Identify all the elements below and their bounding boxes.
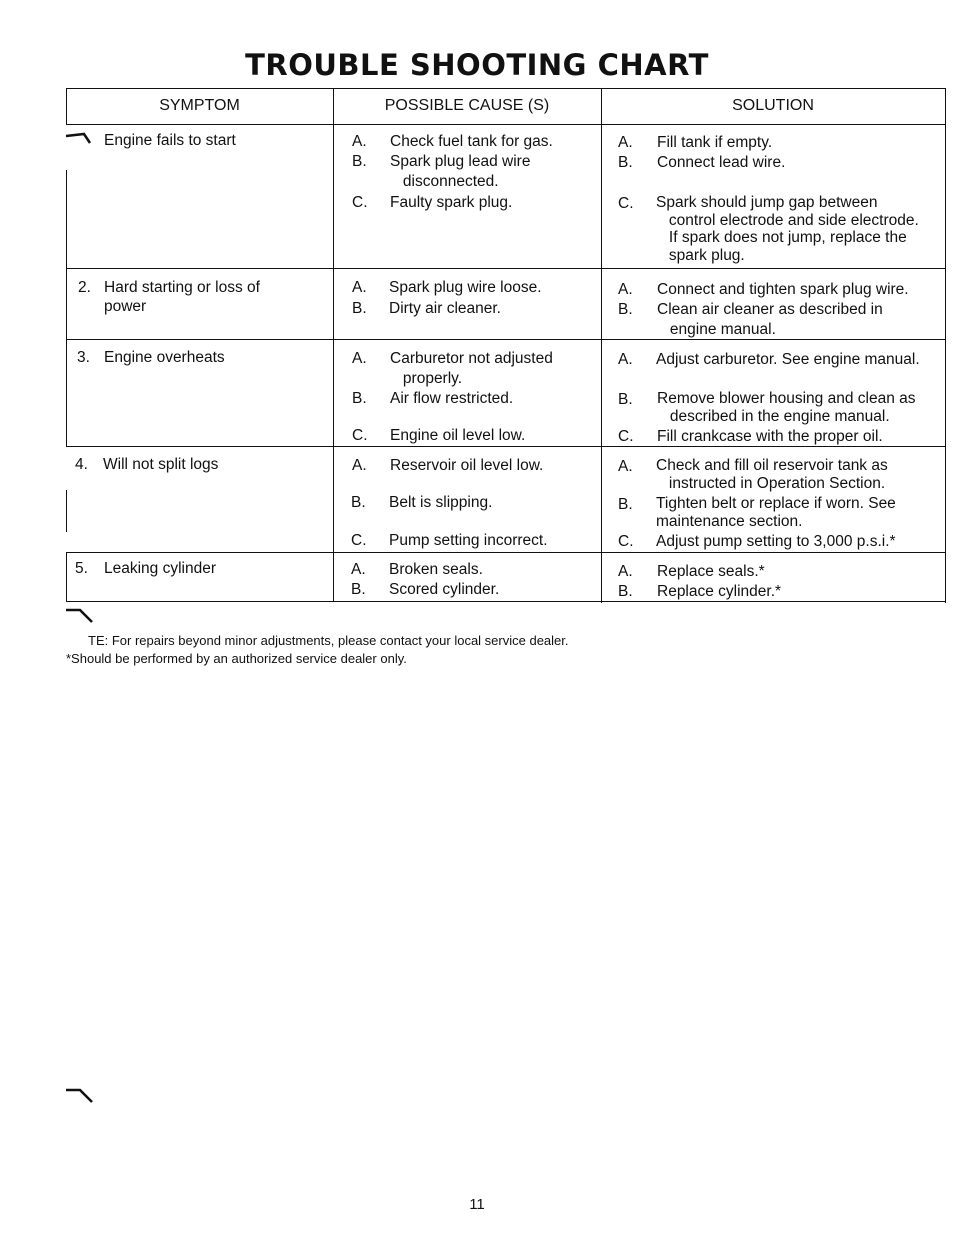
row1-cause-c: Faulty spark plug. — [390, 194, 513, 211]
row5-solution-b-letter: B. — [618, 583, 633, 600]
row3-symptom-number: 3. — [77, 349, 90, 366]
header-possible-cause: POSSIBLE CAUSE (S) — [384, 97, 550, 114]
row3-bottom-border — [66, 446, 946, 447]
row2-solution-b: Clean air cleaner as described in engine manual. — [657, 301, 883, 338]
row2-cause-a: Spark plug wire loose. — [389, 279, 542, 296]
row4-cause-b: Belt is slipping. — [389, 494, 493, 511]
dealer-footnote: *Should be performed by an authorized service dealer only. — [66, 651, 407, 666]
header-solution: SOLUTION — [732, 97, 814, 114]
row2-symptom-number: 2. — [78, 279, 91, 296]
row1-solution-c-letter: C. — [618, 195, 634, 212]
row2-solution-a: Connect and tighten spark plug wire. — [657, 281, 909, 298]
row4-cause-a: Reservoir oil level low. — [390, 457, 544, 474]
row4-solution-a-letter: A. — [618, 458, 633, 475]
row5-solution-b: Replace cylinder.* — [657, 583, 782, 600]
row1-symptom: Engine fails to start — [104, 132, 236, 149]
table-right-border — [945, 88, 946, 603]
row5-cause-b: Scored cylinder. — [389, 581, 500, 598]
column-divider-1 — [333, 88, 334, 601]
row3-cause-b: Air flow restricted. — [390, 390, 514, 407]
row1-cause-c-letter: C. — [352, 194, 368, 211]
row3-solution-b-letter: B. — [618, 391, 633, 408]
row3-cause-c-letter: C. — [352, 427, 368, 444]
row4-solution-a: Check and fill oil reservoir tank as instructed in Operation Section. — [656, 457, 888, 492]
repair-note: TE: For repairs beyond minor adjustments, please contact your local service dealer. — [88, 633, 569, 648]
row2-solution-b-letter: B. — [618, 301, 633, 318]
page-number: 11 — [469, 1196, 485, 1213]
row3-symptom: Engine overheats — [104, 349, 225, 366]
corner-mark-icon — [64, 1086, 94, 1104]
row4-cause-c-letter: C. — [351, 532, 367, 549]
row5-solution-a-letter: A. — [618, 563, 633, 580]
row1-solution-b: Connect lead wire. — [657, 154, 786, 171]
row4-solution-c-letter: C. — [618, 533, 634, 550]
row1-solution-a-letter: A. — [618, 134, 633, 151]
table-left-border-row2 — [66, 268, 67, 446]
row4-symptom-number: 4. — [75, 456, 88, 473]
row4-solution-b: Tighten belt or replace if worn. See maintenance section. — [656, 495, 896, 530]
row5-solution-a: Replace seals.* — [657, 563, 765, 580]
row4-bottom-border — [66, 552, 946, 553]
row1-solution-a: Fill tank if empty. — [657, 134, 773, 151]
row3-cause-b-letter: B. — [352, 390, 367, 407]
corner-mark-icon — [64, 606, 94, 624]
table-left-border-partial — [66, 170, 67, 268]
row1-solution-c: Spark should jump gap between control electrode and side electrode. If spark does not jump, replace the spark plug. — [656, 194, 919, 264]
row3-solution-b: Remove blower housing and clean as described in the engine manual. — [657, 390, 916, 425]
row4-solution-c: Adjust pump setting to 3,000 p.s.i.* — [656, 533, 896, 550]
row2-cause-b: Dirty air cleaner. — [389, 300, 501, 317]
row1-cause-a-letter: A. — [352, 133, 367, 150]
table-bottom-border — [66, 601, 946, 602]
row2-cause-a-letter: A. — [352, 279, 367, 296]
page-title: TROUBLE SHOOTING CHART — [245, 48, 709, 82]
row2-solution-a-letter: A. — [618, 281, 633, 298]
row3-cause-a: Carburetor not adjusted properly. — [390, 350, 553, 387]
row3-solution-c-letter: C. — [618, 428, 634, 445]
row1-solution-b-letter: B. — [618, 154, 633, 171]
corner-mark-icon — [64, 131, 92, 145]
row3-cause-c: Engine oil level low. — [390, 427, 526, 444]
row4-cause-c: Pump setting incorrect. — [389, 532, 548, 549]
row5-cause-a-letter: A. — [351, 561, 366, 578]
row1-cause-b: Spark plug lead wire disconnected. — [390, 153, 531, 190]
header-symptom: SYMPTOM — [159, 97, 240, 114]
row4-solution-b-letter: B. — [618, 496, 633, 513]
row1-cause-a: Check fuel tank for gas. — [390, 133, 553, 150]
row5-symptom: Leaking cylinder — [104, 560, 217, 577]
row4-cause-a-letter: A. — [352, 457, 367, 474]
row2-cause-b-letter: B. — [352, 300, 367, 317]
row3-solution-a: Adjust carburetor. See engine manual. — [656, 351, 920, 368]
row5-symptom-number: 5. — [75, 560, 88, 577]
row1-bottom-border — [66, 268, 946, 269]
table-left-border-row5 — [66, 552, 67, 601]
row3-solution-a-letter: A. — [618, 351, 633, 368]
row5-cause-a: Broken seals. — [389, 561, 483, 578]
row1-cause-b-letter: B. — [352, 153, 367, 170]
row3-solution-c: Fill crankcase with the proper oil. — [657, 428, 883, 445]
table-left-border-row4 — [66, 490, 67, 532]
row4-cause-b-letter: B. — [351, 494, 366, 511]
row5-cause-b-letter: B. — [351, 581, 366, 598]
row2-symptom: Hard starting or loss of power — [104, 279, 260, 315]
row4-symptom: Will not split logs — [103, 456, 219, 473]
header-bottom-border — [66, 124, 946, 125]
column-divider-2 — [601, 88, 602, 603]
row3-cause-a-letter: A. — [352, 350, 367, 367]
